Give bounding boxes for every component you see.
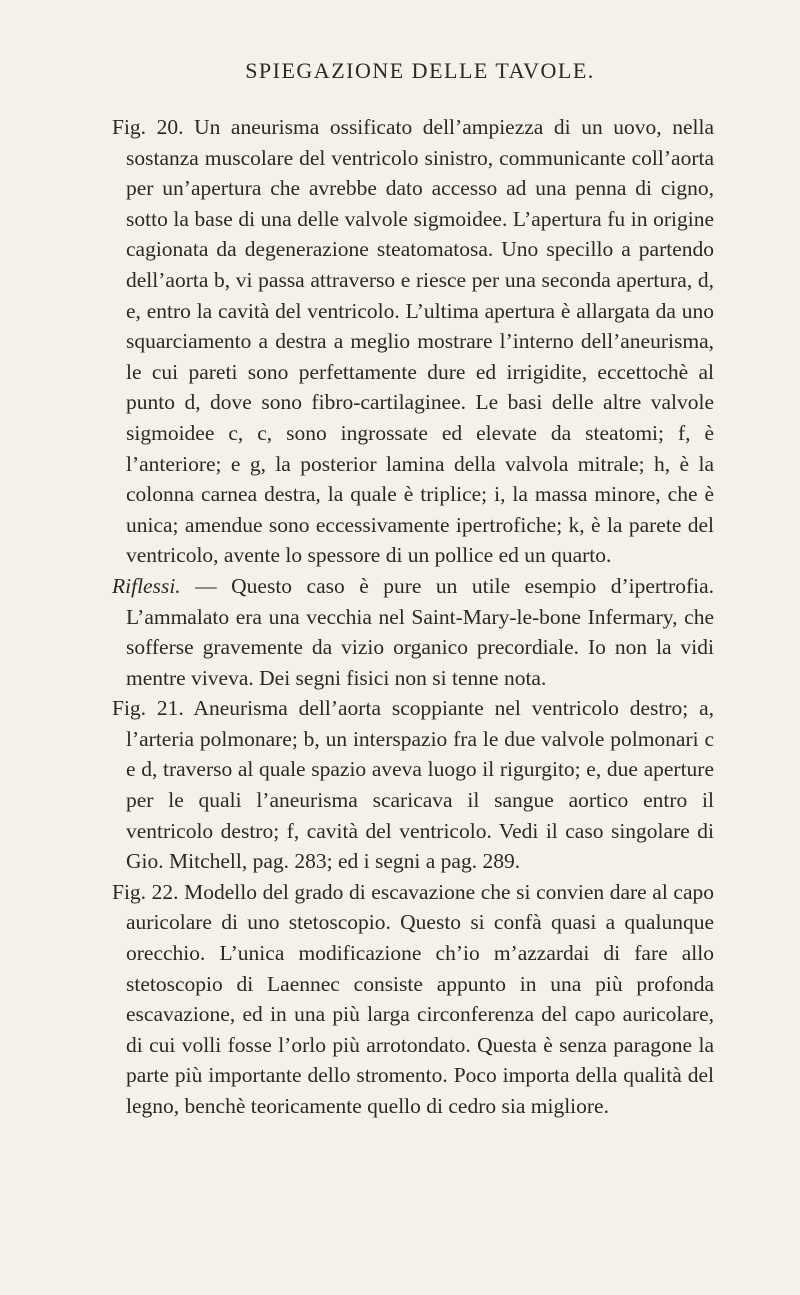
paragraph-lead: Fig. 21. xyxy=(112,696,184,721)
paragraph-text: Un aneurisma ossificato dell’ampiezza di un uovo, nella sostanza muscolare del ventricolo sinistro, communicante coll’aorta per un’apertura che avrebbe dato accesso ad una penna di cigno, sotto la base di una delle valvole sigmoidee. L’apertura fu in origine cagionata da degenerazione steatomatosa. Uno specillo a partendo dell’aorta b, vi passa attraverso e riesce per una seconda apertura, d, e, entro la cavità del ventricolo. L’ultima apertura è allargata da uno squarciamento a destra a meglio mostrare l’interno dell’aneurisma, le cui pareti sono perfettamente dure ed irrigidite, eccettochè al punto d, dove sono fibro-cartilaginee. Le basi delle altre valvole sigmoidee c, c, sono ingrossate ed elevate da steatomi; f, è l’anteriore; e g, la posterior lamina della valvola mitrale; h, è la colonna carnea destra, la quale è triplice; i, la massa minore, che è unica; amendue sono eccessivamente ipertrofiche; k, è la parete del ventricolo, avente lo spessore di un pollice ed un quarto. xyxy=(126,115,714,568)
paragraph-text: — Questo caso è pure un utile esempio d’ipertrofia. L’ammalato era una vecchia nel Saint-Mary-le-bone Infermary, che sofferse gravemente da vizio organico precordiale. Io non la vidi mentre viveva. Dei segni fisici non si tenne nota. xyxy=(126,573,714,690)
paragraph-text: Modello del grado di escavazione che si convien dare al capo auricolare di uno stetoscopio. Questo si confà quasi a qualunque orecchio. L’unica modificazione ch’io m’azzardai di fare allo stetoscopio di Laennec consiste appunto in una più profonda escavazione, ed in una più larga circonferenza del capo auricolare, di cui volli fosse l’orlo più arrotondato. Questa è senza paragone la parte più importante dello stromento. Poco importa della qualità del legno, benchè teoricamente quello di cedro sia migliore. xyxy=(126,879,714,1118)
paragraph-lead: Fig. 22. xyxy=(112,879,179,904)
paragraph-lead: Riflessi. xyxy=(112,573,181,598)
paragraph-lead: Fig. 20. xyxy=(112,115,184,139)
paragraph-fig-22 xyxy=(112,877,714,1122)
paragraph-fig-20 xyxy=(112,112,714,571)
running-head: SPIEGAZIONE DELLE TAVOLE. xyxy=(245,58,595,83)
paragraph-riflessi xyxy=(112,571,714,693)
paragraph-fig-21 xyxy=(112,693,714,877)
paragraph-text: Aneurisma dell’aorta scoppiante nel ventricolo destro; a, l’arteria polmonare; b, un interspazio fra le due valvole polmonari c e d, traverso al quale spazio aveva luogo il rigurgito; e, due aperture per le quali l’aneurisma scaricava il sangue aortico entro il ventricolo destro; f, cavità del ventricolo. Vedi il caso singolare di Gio. Mitchell, pag. 283; ed i segni a pag. 289. xyxy=(126,696,714,874)
